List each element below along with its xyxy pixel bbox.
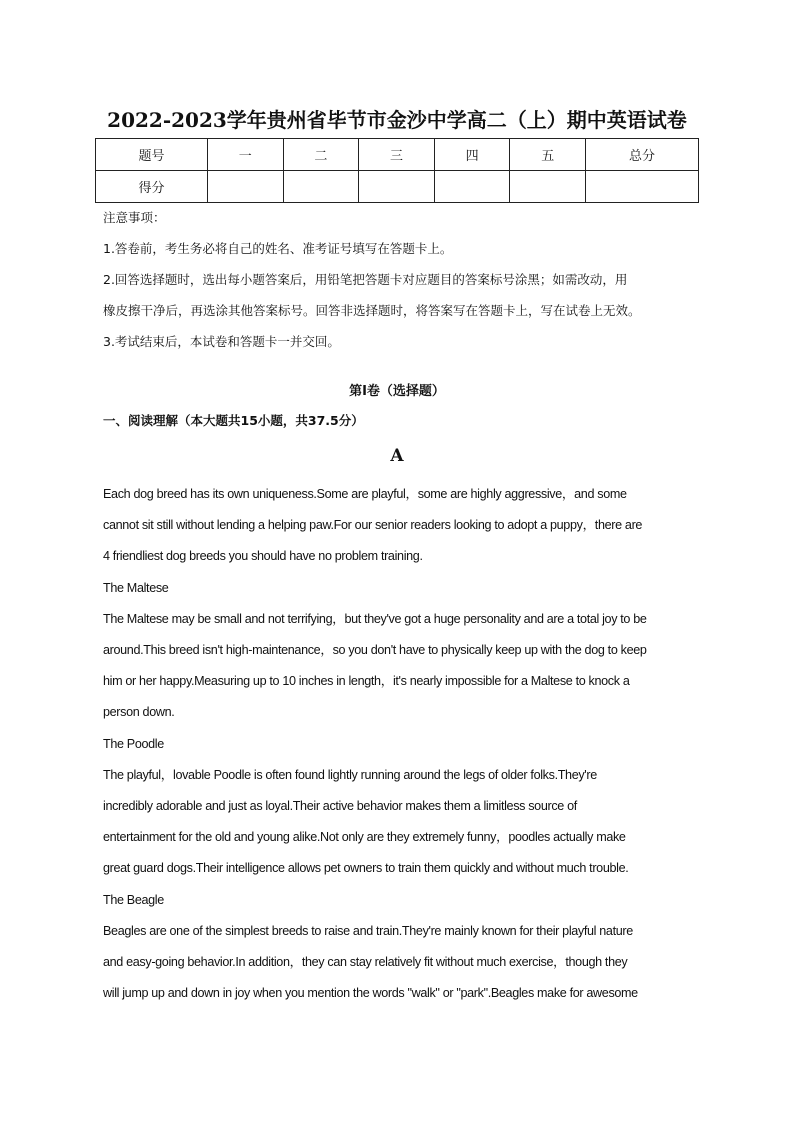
passage-line: entertainment for the old and young alike.Not only are they extremely funny，poodles actually make	[103, 830, 626, 845]
passage-line: Beagles are one of the simplest breeds to raise and train.They're mainly known for their playful nature	[103, 923, 633, 938]
part-heading: 一、阅读理解（本大题共15小题，共37.5分）	[103, 413, 364, 428]
score-table-header-row	[96, 139, 699, 171]
passage-line: him or her happy.Measuring up to 10 inches in length，it's nearly impossible for a Maltese to knock a	[103, 674, 630, 689]
notice-line: 3.考试结束后，本试卷和答题卡一并交回。	[103, 334, 340, 349]
score-cell-total	[586, 171, 699, 203]
header-cell-part-1: 一	[207, 139, 283, 171]
header-cell-total: 总分	[586, 139, 699, 171]
passage-line: 4 friendliest dog breeds you should have no problem training.	[103, 549, 423, 564]
passage-line: person down.	[103, 705, 175, 720]
notice-line: 1.答卷前，考生务必将自己的姓名、准考证号填写在答题卡上。	[103, 241, 453, 256]
subheading-beagle: The Beagle	[103, 892, 164, 907]
subheading-maltese: The Maltese	[103, 580, 169, 595]
passage-line: incredibly adorable and just as loyal.Their active behavior makes them a limitless source of	[103, 799, 577, 814]
passage-line: around.This breed isn't high-maintenance，so you don't have to physically keep up with the dog to keep	[103, 643, 647, 658]
header-cell-part-3: 三	[359, 139, 435, 171]
passage-line: Each dog breed has its own uniqueness.Some are playful，some are highly aggressive，and some	[103, 487, 627, 501]
score-table-score-row	[96, 171, 699, 203]
passage-line: will jump up and down in joy when you mention the words "walk" or "park".Beagles make for awesome	[103, 986, 638, 1001]
notice-heading: 注意事项：	[103, 210, 166, 225]
passage-text	[103, 479, 703, 1009]
score-cell	[359, 171, 435, 203]
row-label-score: 得分	[96, 171, 208, 203]
header-cell-part-2: 二	[283, 139, 359, 171]
header-cell-part-5: 五	[510, 139, 586, 171]
passage-line: great guard dogs.Their intelligence allows pet owners to train them quickly and without much trouble.	[103, 861, 629, 876]
score-cell	[283, 171, 359, 203]
notice-line: 橡皮擦干净后，再选涂其他答案标号。回答非选择题时，将答案写在答题卡上，写在试卷上无效。	[103, 303, 641, 318]
notice-block	[103, 202, 708, 357]
subheading-poodle: The Poodle	[103, 736, 164, 751]
score-cell	[510, 171, 586, 203]
exam-title: 2022-2023学年贵州省毕节市金沙中学高二（上）期中英语试卷	[107, 108, 687, 132]
passage-line: The Maltese may be small and not terrifying，but they've got a huge personality and are a total joy to be	[103, 611, 647, 626]
score-cell	[207, 171, 283, 203]
notice-line: 2.回答选择题时，选出每小题答案后，用铅笔把答题卡对应题目的答案标号涂黑；如需改动，用	[103, 272, 628, 287]
section-heading: 第I卷（选择题）	[349, 384, 445, 399]
passage-line: cannot sit still without lending a helping paw.For our senior readers looking to adopt a puppy，there are	[103, 518, 643, 533]
score-table	[95, 138, 699, 203]
passage-letter: A	[390, 446, 404, 466]
header-cell-question-number: 题号	[96, 139, 208, 171]
passage-line: and easy-going behavior.In addition，they can stay relatively fit without much exercise，though they	[103, 955, 628, 970]
header-cell-part-4: 四	[434, 139, 510, 171]
passage-line: The playful，lovable Poodle is often found lightly running around the legs of older folks.They're	[103, 767, 597, 782]
score-cell	[434, 171, 510, 203]
